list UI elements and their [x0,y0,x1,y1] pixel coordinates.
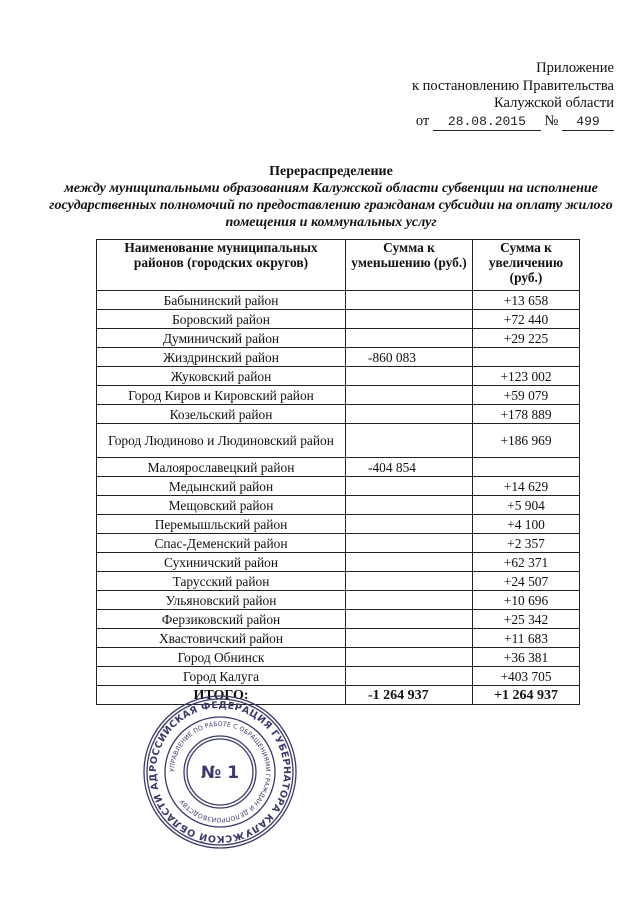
header-increase: Сумма к увеличению (руб.) [473,240,580,291]
table-row [97,329,580,348]
district-name: Бабынинский район [97,291,346,310]
table-row [97,386,580,405]
district-name: Город Киров и Кировский район [97,386,346,405]
district-name: Спас-Деменский район [97,534,346,553]
decrease-amount [346,534,473,553]
decrease-amount [346,367,473,386]
increase-amount: +2 357 [473,534,580,553]
redistribution-table [96,239,580,705]
title-heading: Перераспределение [269,164,393,179]
increase-amount: +72 440 [473,310,580,329]
date-prefix: от [415,112,430,129]
table-row [97,534,580,553]
district-name: Хвастовичский район [97,629,346,648]
document-title [40,163,622,231]
appendix-resolution: к постановлению Правительства [412,77,614,94]
seal-number: № 1 [200,763,240,783]
increase-amount: +11 683 [473,629,580,648]
table-row [97,310,580,329]
decrease-amount [346,329,473,348]
appendix-region: Калужской области [494,95,614,111]
increase-amount: +403 705 [473,667,580,686]
appendix-date-line [354,113,614,132]
table-row [97,477,580,496]
increase-amount: +62 371 [473,553,580,572]
number-prefix: № [544,112,559,129]
appendix-title: Приложение [536,60,614,76]
table-row [97,458,580,477]
decrease-amount [346,515,473,534]
increase-amount: +5 904 [473,496,580,515]
district-name: Ферзиковский район [97,610,346,629]
table-row [97,629,580,648]
decrease-amount [346,405,473,424]
decrease-amount [346,610,473,629]
district-name: Город Людиново и Людиновский район [97,424,346,458]
table-row [97,610,580,629]
district-name: Перемышльский район [97,515,346,534]
district-name: Малоярославецкий район [97,458,346,477]
table-row [97,496,580,515]
table-row [97,291,580,310]
decrease-amount [346,629,473,648]
resolution-number: 499 [562,113,614,132]
table-row [97,572,580,591]
increase-amount: +59 079 [473,386,580,405]
table-row [97,515,580,534]
header-decrease: Сумма к уменьшению (руб.) [346,240,473,291]
increase-amount: +36 381 [473,648,580,667]
official-seal [140,692,300,852]
decrease-amount [346,386,473,405]
increase-amount: +178 889 [473,405,580,424]
decrease-amount [346,496,473,515]
increase-amount: +186 969 [473,424,580,458]
table-body [97,291,580,686]
decrease-amount: -860 083 [346,348,473,367]
increase-amount [473,458,580,477]
increase-amount: +29 225 [473,329,580,348]
decrease-amount: -404 854 [346,458,473,477]
decrease-amount [346,310,473,329]
total-label: ИТОГО: [97,686,346,705]
total-increase: +1 264 937 [473,686,580,705]
decrease-amount [346,572,473,591]
increase-amount [473,348,580,367]
table-row [97,424,580,458]
district-name: Медынский район [97,477,346,496]
district-name: Город Обнинск [97,648,346,667]
header-name: Наименование муниципальных районов (городских округов) [97,240,346,291]
district-name: Мещовский район [97,496,346,515]
table-row [97,348,580,367]
district-name: Ульяновский район [97,591,346,610]
table-row [97,367,580,386]
table-row [97,405,580,424]
resolution-date: 28.08.2015 [433,113,541,132]
increase-amount: +25 342 [473,610,580,629]
table-row [97,553,580,572]
table-row [97,667,580,686]
district-name: Думиничский район [97,329,346,348]
seal-inner-text: УПРАВЛЕНИЕ ПО РАБОТЕ С ОБРАЩЕНИЯМИ ГРАЖДАН И ДЕЛОПРОИЗВОДСТВУ [168,720,272,824]
table-header-row [97,240,580,291]
increase-amount: +14 629 [473,477,580,496]
decrease-amount [346,477,473,496]
district-name: Город Калуга [97,667,346,686]
seal-outer-text: РОССИЙСКАЯ ФЕДЕРАЦИЯ ГУБЕРНАТОРА КАЛУЖСКОЙ ОБЛАСТИ АД [147,699,293,845]
decrease-amount [346,291,473,310]
district-name: Жуковский район [97,367,346,386]
increase-amount: +123 002 [473,367,580,386]
seal-graphic [140,692,300,852]
title-body: между муниципальными образованиям Калужской области субвенции на исполнение государственных полномочий по предоставлению гражданам субсидии на оплату жилого помещения и коммунальных услуг [49,181,613,230]
table-row [97,591,580,610]
increase-amount: +10 696 [473,591,580,610]
table-row [97,648,580,667]
district-name: Боровский район [97,310,346,329]
district-name: Жиздринский район [97,348,346,367]
decrease-amount [346,424,473,458]
decrease-amount [346,667,473,686]
district-name: Тарусский район [97,572,346,591]
district-name: Сухиничский район [97,553,346,572]
total-decrease: -1 264 937 [346,686,473,705]
decrease-amount [346,553,473,572]
decrease-amount [346,591,473,610]
increase-amount: +4 100 [473,515,580,534]
decrease-amount [346,648,473,667]
increase-amount: +24 507 [473,572,580,591]
increase-amount: +13 658 [473,291,580,310]
district-name: Козельский район [97,405,346,424]
appendix-block [354,60,614,131]
